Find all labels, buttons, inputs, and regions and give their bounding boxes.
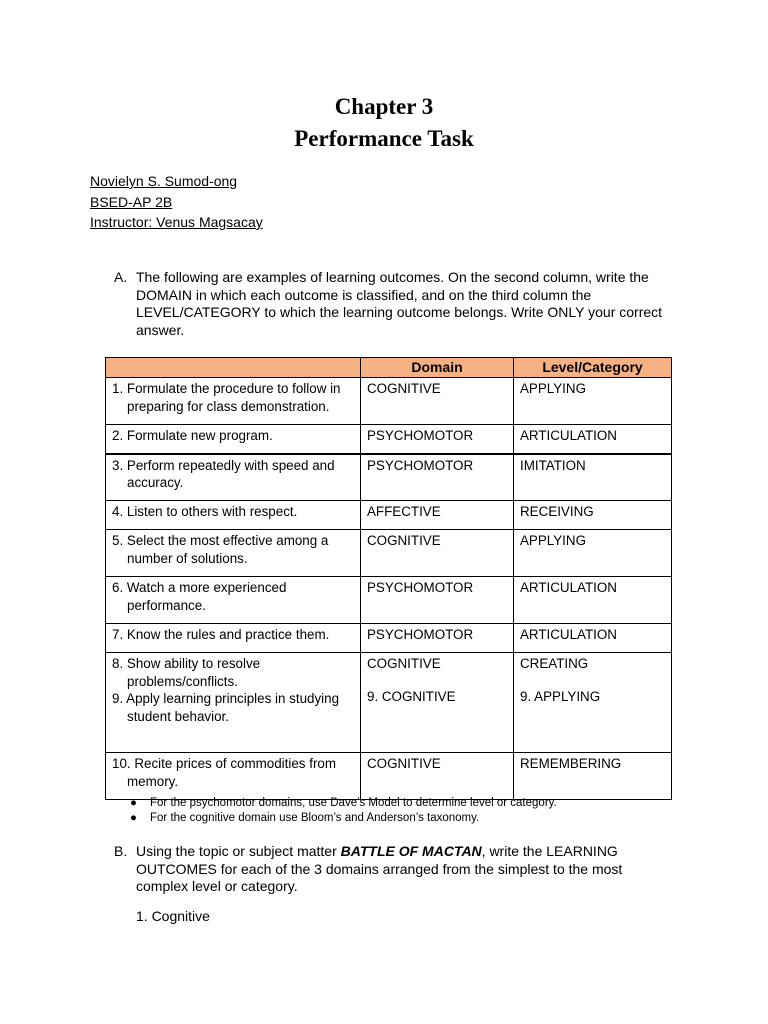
level-cell-secondary: 9. APPLYING [520,688,601,704]
subitem-cognitive: 1. Cognitive [136,908,210,924]
domain-cell: PSYCHOMOTOR [361,454,514,501]
outcome-cell: 8. Show ability to resolve problems/conflicts. [112,656,261,689]
domain-cell: COGNITIVE [361,753,514,800]
section-b-text [136,843,676,896]
learning-outcomes-table [105,357,672,800]
section-b-marker: B. [114,843,128,859]
level-cell: APPLYING [514,530,672,577]
level-cell: IMITATION [514,454,672,501]
level-cell: REMEMBERING [514,753,672,800]
domain-cell: PSYCHOMOTOR [361,624,514,653]
student-name: Novielyn S. Sumod-ong [90,173,238,189]
section-b-text-before: Using the topic or subject matter [136,843,341,859]
note-text: For the psychomotor domains, use Dave’s Model to determine level or category. [150,797,557,809]
level-cell: RECEIVING [514,501,672,530]
topic-emphasis: BATTLE OF MACTAN [340,843,482,859]
level-cell: APPLYING [514,378,672,425]
table-header-row [106,358,672,378]
outcome-cell: 5. Select the most effective among a number of solutions. [112,533,329,566]
domain-cell: COGNITIVE [361,378,514,425]
section-a-text: The following are examples of learning outcomes. On the second column, write the DOMAIN in which each outcome is classified, and on the third column the LEVEL/CATEGORY to which the learning outcome belongs. Write ONLY your correct answer. [136,269,663,338]
bullet-icon: ● [130,797,137,809]
level-cell: ARTICULATION [514,624,672,653]
table-row [106,454,672,501]
section-a-marker: A. [114,269,128,285]
header-domain: Domain [361,358,514,378]
table-row [106,653,672,753]
notes-list [130,796,557,826]
note-text: For the cognitive domain use Bloom’s and Anderson’s taxonomy. [150,812,480,824]
domain-cell-secondary: 9. COGNITIVE [367,688,456,704]
domain-cell: COGNITIVE [367,656,441,671]
list-item [130,811,557,826]
outcome-cell: 1. Formulate the procedure to follow in preparing for class demonstration. [112,381,341,414]
outcome-cell: 7. Know the rules and practice them. [112,627,330,642]
table-row [106,425,672,454]
task-title: Performance Task [294,126,474,151]
outcome-cell: 10. Recite prices of commodities from memory. [112,756,336,789]
table-row [106,501,672,530]
level-cell: ARTICULATION [514,425,672,454]
domain-cell: COGNITIVE [361,530,514,577]
table-row [106,378,672,425]
outcome-cell: 6. Watch a more experienced performance. [112,580,287,613]
level-cell: CREATING [520,656,589,671]
domain-cell: PSYCHOMOTOR [361,425,514,454]
student-section: BSED-AP 2B [90,194,173,210]
domain-cell: AFFECTIVE [361,501,514,530]
table-row [106,530,672,577]
outcome-cell-secondary: 9. Apply learning principles in studying student behavior. [112,691,340,724]
header-outcome [106,358,361,378]
table-row [106,753,672,800]
chapter-title: Chapter 3 [334,94,434,119]
header-level: Level/Category [514,358,672,378]
bullet-icon: ● [130,812,137,824]
outcome-cell: 3. Perform repeatedly with speed and accuracy. [112,457,335,490]
outcome-cell: 4. Listen to others with respect. [112,504,298,519]
table-row [106,577,672,624]
section-b-text-after: , write the LEARNING OUTCOMES for each of the 3 domains arranged from the simplest to the most complex level or category. [136,843,623,894]
domain-cell: PSYCHOMOTOR [361,577,514,624]
instructor-name: Instructor: Venus Magsacay [90,214,263,230]
table-row [106,624,672,653]
level-cell: ARTICULATION [514,577,672,624]
list-item [130,796,557,811]
outcome-cell: 2. Formulate new program. [112,428,273,443]
